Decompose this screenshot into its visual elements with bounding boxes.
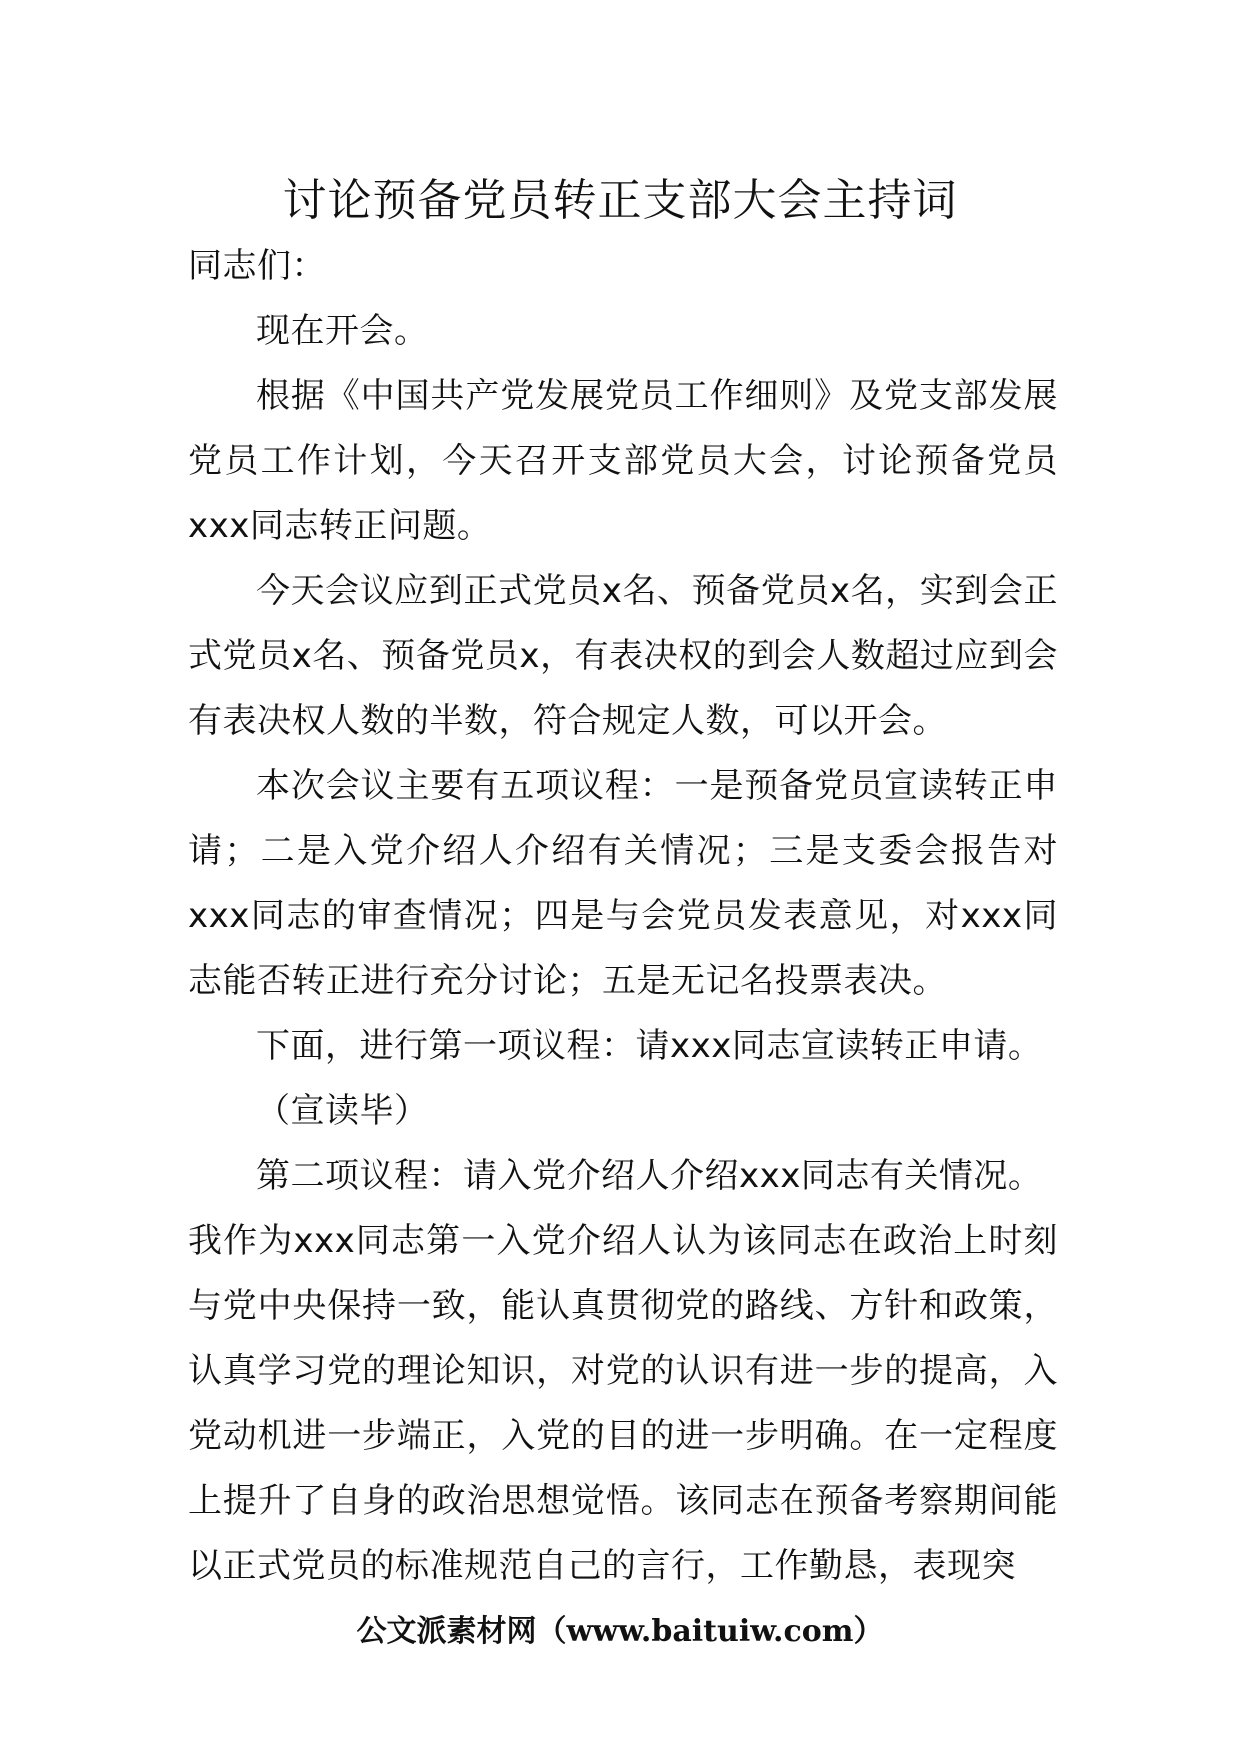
footer-watermark: 公文派素材网（www.baituiw.com） <box>356 1614 884 1649</box>
paragraph-open-meeting: 现在开会。 <box>256 311 429 351</box>
paragraph-agenda-item-2: 第二项议程：请入党介绍人介绍xxx同志有关情况。 <box>256 1156 1043 1196</box>
paragraph-agenda-item-1: 下面，进行第一项议程：请xxx同志宣读转正申请。 <box>256 1026 1043 1066</box>
paragraph-introducer-statement: 我作为xxx同志第一入党介绍人认为该同志在政治上时刻与党中央保持一致，能认真贯彻党的路线、方针和政策，认真学习党的理论知识，对党的认识有进一步的提高，入党动机进一步端正，入党的目的进一步明确。在一定程度上提升了自身的政治思想觉悟。该同志在预备考察期间能以正式党员的标准规范自己的言行，工作勤恳，表现突 <box>188 1221 1058 1586</box>
paragraph-agenda: 本次会议主要有五项议程：一是预备党员宣读转正申请；二是入党介绍人介绍有关情况；三是支委会报告对xxx同志的审查情况；四是与会党员发表意见，对xxx同志能否转正进行充分讨论；五是无记名投票表决。 <box>188 766 1058 1001</box>
salutation: 同志们： <box>188 246 326 286</box>
document-body <box>188 234 1058 1599</box>
paragraph-attendance: 今天会议应到正式党员x名、预备党员x名，实到会正式党员x名、预备党员x，有表决权的到会人数超过应到会有表决权人数的半数，符合规定人数，可以开会。 <box>188 571 1058 741</box>
document-title: 讨论预备党员转正支部大会主持词 <box>282 175 958 226</box>
paragraph-reading-finished: （宣读毕） <box>256 1091 429 1131</box>
paragraph-basis: 根据《中国共产党发展党员工作细则》及党支部发展党员工作计划，今天召开支部党员大会，讨论预备党员xxx同志转正问题。 <box>188 376 1058 546</box>
